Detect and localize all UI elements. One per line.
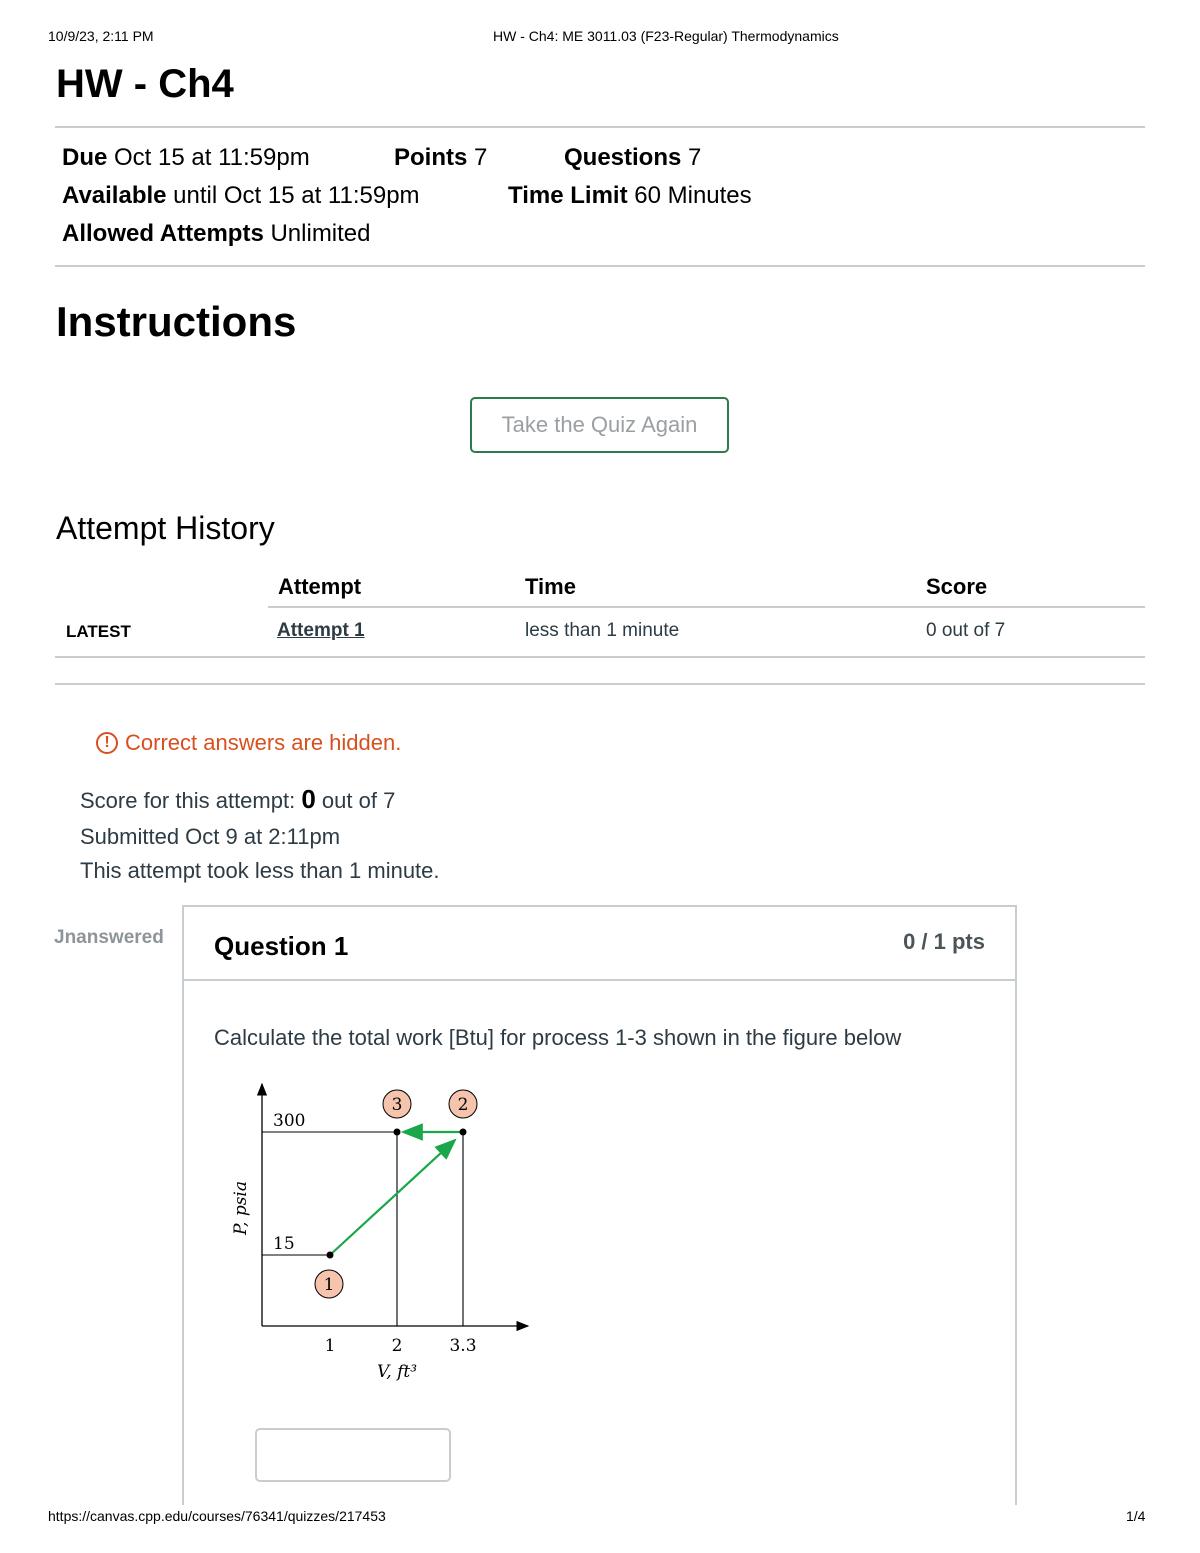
allowed-attempts	[62, 220, 371, 248]
question-header	[184, 907, 1015, 981]
attempt-time: less than 1 minute	[525, 620, 680, 641]
questions-label: Questions	[564, 144, 682, 171]
attempt-duration: This attempt took less than 1 minute.	[80, 858, 440, 883]
state-label-1: 1	[323, 1275, 335, 1295]
attempt-1-link[interactable]: Attempt 1	[277, 620, 365, 641]
attempt-history-heading: Attempt History	[56, 510, 275, 546]
row-divider	[55, 656, 1145, 658]
column-header-score: Score	[926, 574, 988, 599]
correct-answers-hidden-notice	[96, 730, 401, 756]
y-tick-label-300: 300	[273, 1111, 306, 1131]
y-axis-label: P, psia	[231, 1181, 251, 1235]
divider	[55, 265, 1145, 267]
state-point-2	[460, 1129, 467, 1136]
pv-diagram	[220, 1078, 540, 1388]
instructions-heading: Instructions	[56, 298, 297, 345]
question-points: 0 / 1 pts	[903, 929, 985, 954]
take-quiz-again-button[interactable]: Take the Quiz Again	[470, 397, 729, 453]
questions-count	[564, 144, 701, 172]
x-tick-label-1: 1	[324, 1336, 336, 1356]
attempts-label: Allowed Attempts	[62, 220, 264, 247]
questions-value: 7	[688, 144, 702, 171]
attempt-history-table	[55, 568, 1145, 654]
print-url: https://canvas.cpp.edu/courses/76341/quizzes/217453	[48, 1508, 386, 1524]
score-value: 0	[301, 784, 316, 814]
x-axis-label: V, ft³	[376, 1362, 418, 1382]
state-point-3	[394, 1129, 401, 1136]
column-header-attempt: Attempt	[278, 574, 362, 599]
submitted-date: Submitted Oct 9 at 2:11pm	[80, 824, 341, 849]
process-line-1-2	[330, 1140, 455, 1255]
notice-text: Correct answers are hidden.	[125, 730, 402, 755]
available-label: Available	[62, 182, 167, 209]
table-row	[55, 608, 1145, 656]
unanswered-tag: Jnanswered	[54, 927, 164, 948]
x-tick-label-3.3: 3.3	[449, 1336, 477, 1356]
x-tick-label-2: 2	[391, 1336, 403, 1356]
column-header-time: Time	[525, 574, 576, 599]
question-title: Question 1	[214, 931, 349, 961]
divider	[55, 683, 1145, 685]
attempts-value: Unlimited	[270, 220, 371, 247]
state-label-2: 2	[457, 1095, 469, 1115]
time-limit-label: Time Limit	[508, 182, 628, 209]
score-suffix: out of 7	[321, 788, 396, 813]
answer-input[interactable]	[255, 1428, 451, 1482]
print-page-number: 1/4	[1126, 1508, 1146, 1524]
table-header-row	[55, 568, 1145, 606]
due-date	[62, 144, 310, 172]
score-label: Score for this attempt:	[80, 788, 296, 813]
print-datetime: 10/9/23, 2:11 PM	[48, 28, 154, 44]
available-value: until Oct 15 at 11:59pm	[173, 182, 420, 209]
y-tick-label-15: 15	[273, 1234, 295, 1254]
points	[394, 144, 487, 172]
state-point-1	[327, 1252, 334, 1259]
attempt-score-line	[80, 784, 395, 815]
page-title: HW - Ch4	[56, 62, 234, 106]
exclamation-circle-icon: !	[96, 732, 118, 754]
due-value: Oct 15 at 11:59pm	[114, 144, 310, 171]
points-label: Points	[394, 144, 468, 171]
attempt-score: 0 out of 7	[926, 620, 1006, 641]
state-label-3: 3	[391, 1095, 403, 1115]
points-value: 7	[474, 144, 488, 171]
time-limit	[508, 182, 752, 210]
divider	[55, 126, 1145, 128]
question-text: Calculate the total work [Btu] for process 1-3 shown in the figure below	[214, 1025, 902, 1050]
latest-tag: LATEST	[66, 622, 131, 641]
time-limit-value: 60 Minutes	[634, 182, 752, 209]
print-page-title: HW - Ch4: ME 3011.03 (F23-Regular) Thermodynamics	[493, 28, 839, 44]
availability	[62, 182, 420, 210]
due-label: Due	[62, 144, 108, 171]
